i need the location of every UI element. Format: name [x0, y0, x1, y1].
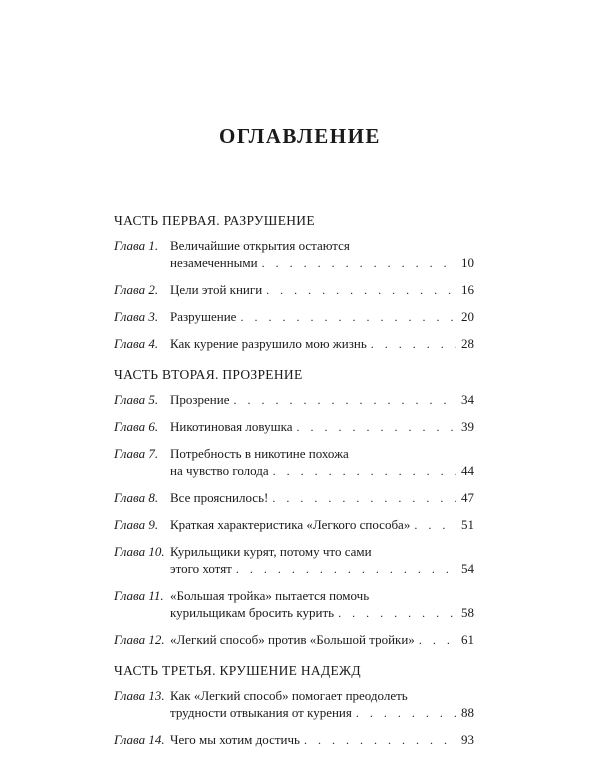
- dot-leader: [273, 463, 456, 480]
- chapter-title-block: [170, 391, 474, 409]
- chapter-title-text: Все прояснилось!: [170, 490, 269, 505]
- chapter-title-block: [170, 335, 474, 353]
- chapter-title-block: [170, 587, 474, 622]
- chapter-title-line: [170, 587, 474, 604]
- chapter-title-line: [170, 604, 474, 622]
- chapter-number: Глава 7.: [114, 446, 159, 461]
- part-heading: ЧАСТЬ ВТОРАЯ. ПРОЗРЕНИЕ: [114, 367, 303, 382]
- page-number: 10: [461, 255, 474, 270]
- dot-leader: [266, 282, 456, 299]
- chapter-title-line: [170, 335, 474, 353]
- chapter-title-block: [170, 489, 474, 507]
- chapter-title-line: [170, 445, 474, 462]
- page-number: 61: [461, 632, 474, 647]
- chapter-title-block: [170, 308, 474, 326]
- dot-leader: [419, 632, 456, 649]
- dot-leader: [296, 419, 456, 436]
- chapter-title-text: Курильщики курят, потому что сами: [170, 544, 372, 559]
- chapter-title-text: курильщикам бросить курить: [170, 605, 335, 620]
- chapter-title-text: Как «Легкий способ» помогает преодолеть: [170, 688, 408, 703]
- toc-entry[interactable]: [114, 543, 474, 578]
- dot-leader: [272, 490, 456, 507]
- table-of-contents: [114, 212, 474, 758]
- toc-entry[interactable]: [114, 731, 474, 749]
- toc-entry[interactable]: [114, 308, 474, 326]
- chapter-title-line: [170, 543, 474, 560]
- chapter-title-block: [170, 687, 474, 722]
- dot-leader: [240, 309, 456, 326]
- page-number: 47: [461, 490, 474, 505]
- chapter-title-block: [170, 281, 474, 299]
- chapter-title-text: незамеченными: [170, 255, 258, 270]
- chapter-title-block: [170, 418, 474, 436]
- toc-entry[interactable]: [114, 418, 474, 436]
- chapter-number: Глава 5.: [114, 392, 159, 407]
- chapter-title-block: [170, 731, 474, 749]
- chapter-title-line: [170, 254, 474, 272]
- toc-entry[interactable]: [114, 237, 474, 272]
- toc-entry[interactable]: [114, 489, 474, 507]
- dot-leader: [371, 336, 456, 353]
- toc-entry[interactable]: [114, 445, 474, 480]
- chapter-title-line: [170, 391, 474, 409]
- page-number: 20: [461, 309, 474, 324]
- toc-entry[interactable]: [114, 687, 474, 722]
- chapter-title-line: [170, 631, 474, 649]
- dot-leader: [338, 605, 456, 622]
- toc-entry[interactable]: [114, 391, 474, 409]
- chapter-title-text: Цели этой книги: [170, 282, 263, 297]
- dot-leader: [236, 561, 456, 578]
- chapter-title-line: [170, 489, 474, 507]
- page-number: 51: [461, 517, 474, 532]
- chapter-title-text: на чувство голода: [170, 463, 269, 478]
- chapter-title-block: [170, 237, 474, 272]
- chapter-title-text: Чего мы хотим достичь: [170, 732, 300, 747]
- chapter-title-text: Краткая характеристика «Легкого способа»: [170, 517, 411, 532]
- toc-entry[interactable]: [114, 281, 474, 299]
- chapter-title-line: [170, 237, 474, 254]
- page-number: 39: [461, 419, 474, 434]
- page-title: ОГЛАВЛЕНИЕ: [219, 124, 381, 148]
- page-number: 54: [461, 561, 474, 576]
- page-number: 16: [461, 282, 474, 297]
- dot-leader: [356, 705, 456, 722]
- toc-entry[interactable]: [114, 516, 474, 534]
- chapter-title-line: [170, 560, 474, 578]
- chapter-title-line: [170, 281, 474, 299]
- chapter-title-block: [170, 445, 474, 480]
- chapter-title-text: Потребность в никотине похожа: [170, 446, 349, 461]
- page-number: 44: [461, 463, 474, 478]
- part-heading: ЧАСТЬ ТРЕТЬЯ. КРУШЕНИЕ НАДЕЖД: [114, 663, 361, 678]
- part-heading: ЧАСТЬ ПЕРВАЯ. РАЗРУШЕНИЕ: [114, 213, 315, 228]
- chapter-number: Глава 3.: [114, 309, 159, 324]
- chapter-title-text: Прозрение: [170, 392, 230, 407]
- page-number: 93: [461, 732, 474, 747]
- page-number: 28: [461, 336, 474, 351]
- chapter-title-line: [170, 462, 474, 480]
- toc-entry[interactable]: [114, 335, 474, 353]
- chapter-title-line: [170, 687, 474, 704]
- chapter-title-line: [170, 418, 474, 436]
- chapter-number: Глава 11.: [114, 588, 164, 603]
- chapter-title-block: [170, 516, 474, 534]
- chapter-number: Глава 8.: [114, 490, 159, 505]
- chapter-title-text: Никотиновая ловушка: [170, 419, 293, 434]
- chapter-title-line: [170, 516, 474, 534]
- chapter-number: Глава 13.: [114, 688, 165, 703]
- chapter-title-text: Разрушение: [170, 309, 237, 324]
- chapter-title-text: Величайшие открытия остаются: [170, 238, 350, 253]
- chapter-title-line: [170, 731, 474, 749]
- page-number: 88: [461, 705, 474, 720]
- chapter-number: Глава 4.: [114, 336, 159, 351]
- chapter-number: Глава 12.: [114, 632, 165, 647]
- dot-leader: [262, 255, 456, 272]
- chapter-number: Глава 1.: [114, 238, 159, 253]
- chapter-title-block: [170, 543, 474, 578]
- toc-entry[interactable]: [114, 587, 474, 622]
- chapter-number: Глава 2.: [114, 282, 159, 297]
- chapter-title-text: этого хотят: [170, 561, 232, 576]
- dot-leader: [414, 517, 456, 534]
- chapter-title-line: [170, 704, 474, 722]
- dot-leader: [304, 732, 456, 749]
- page-number: 34: [461, 392, 474, 407]
- chapter-number: Глава 9.: [114, 517, 159, 532]
- dot-leader: [233, 392, 456, 409]
- chapter-title-line: [170, 308, 474, 326]
- chapter-title-text: трудности отвыкания от курения: [170, 705, 352, 720]
- chapter-title-text: Как курение разрушило мою жизнь: [170, 336, 367, 351]
- chapter-number: Глава 6.: [114, 419, 159, 434]
- chapter-number: Глава 14.: [114, 732, 165, 747]
- chapter-title-text: «Большая тройка» пытается помочь: [170, 588, 370, 603]
- page-number: 58: [461, 605, 474, 620]
- toc-entry[interactable]: [114, 631, 474, 649]
- chapter-title-text: «Легкий способ» против «Большой тройки»: [170, 632, 415, 647]
- chapter-title-block: [170, 631, 474, 649]
- chapter-number: Глава 10.: [114, 544, 165, 559]
